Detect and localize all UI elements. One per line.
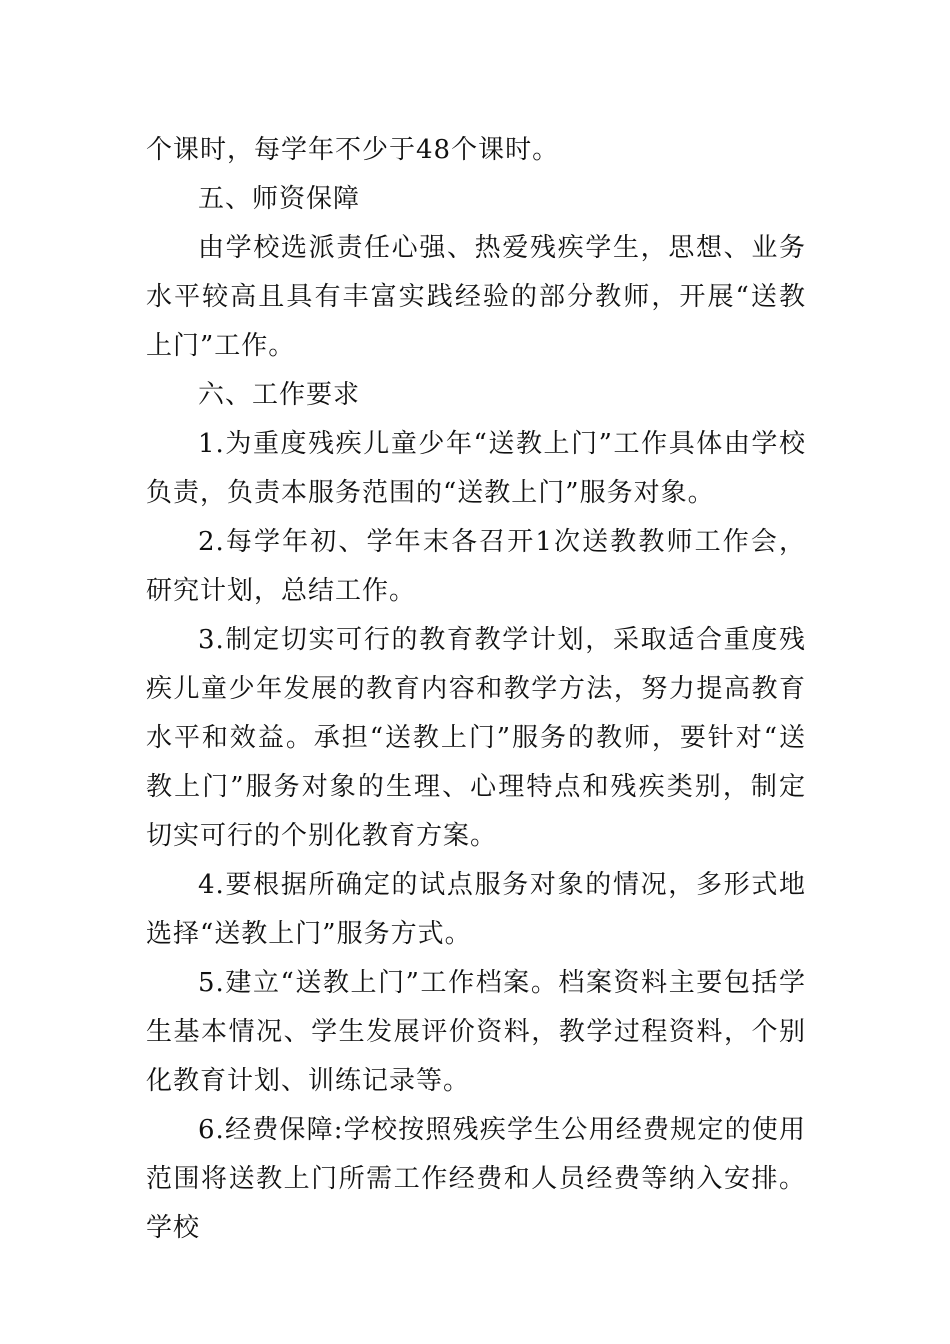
section-heading-work-requirements: 六、工作要求 [198, 380, 361, 410]
requirement-item-1: 1.为重度残疾儿童少年“送教上门”工作具体由学校负责，负责本服务范围的“送教上门”服务对象。 [146, 429, 806, 508]
requirement-item-2: 2.每学年初、学年末各召开1次送教教师工作会，研究计划，总结工作。 [146, 527, 806, 606]
document-body [146, 126, 806, 1253]
paragraph-continuation: 个课时，每学年不少于48个课时。 [146, 135, 560, 165]
paragraph-teacher-selection: 由学校选派责任心强、热爱残疾学生，思想、业务水平较高且具有丰富实践经验的部分教师，开展“送教上门”工作。 [146, 233, 806, 361]
requirement-item-3: 3.制定切实可行的教育教学计划，采取适合重度残疾儿童少年发展的教育内容和教学方法，努力提高教育水平和效益。承担“送教上门”服务的教师，要针对“送教上门”服务对象的生理、心理特点和残疾类别，制定切实可行的个别化教育方案。 [146, 625, 806, 851]
requirement-item-5: 5.建立“送教上门”工作档案。档案资料主要包括学生基本情况、学生发展评价资料，教学过程资料，个别化教育计划、训练记录等。 [146, 968, 806, 1096]
requirement-item-4: 4.要根据所确定的试点服务对象的情况，多形式地选择“送教上门”服务方式。 [146, 870, 806, 949]
section-heading-teacher-support: 五、师资保障 [198, 184, 361, 214]
requirement-item-6: 6.经费保障:学校按照残疾学生公用经费规定的使用范围将送教上门所需工作经费和人员经费等纳入安排。学校 [146, 1115, 806, 1243]
